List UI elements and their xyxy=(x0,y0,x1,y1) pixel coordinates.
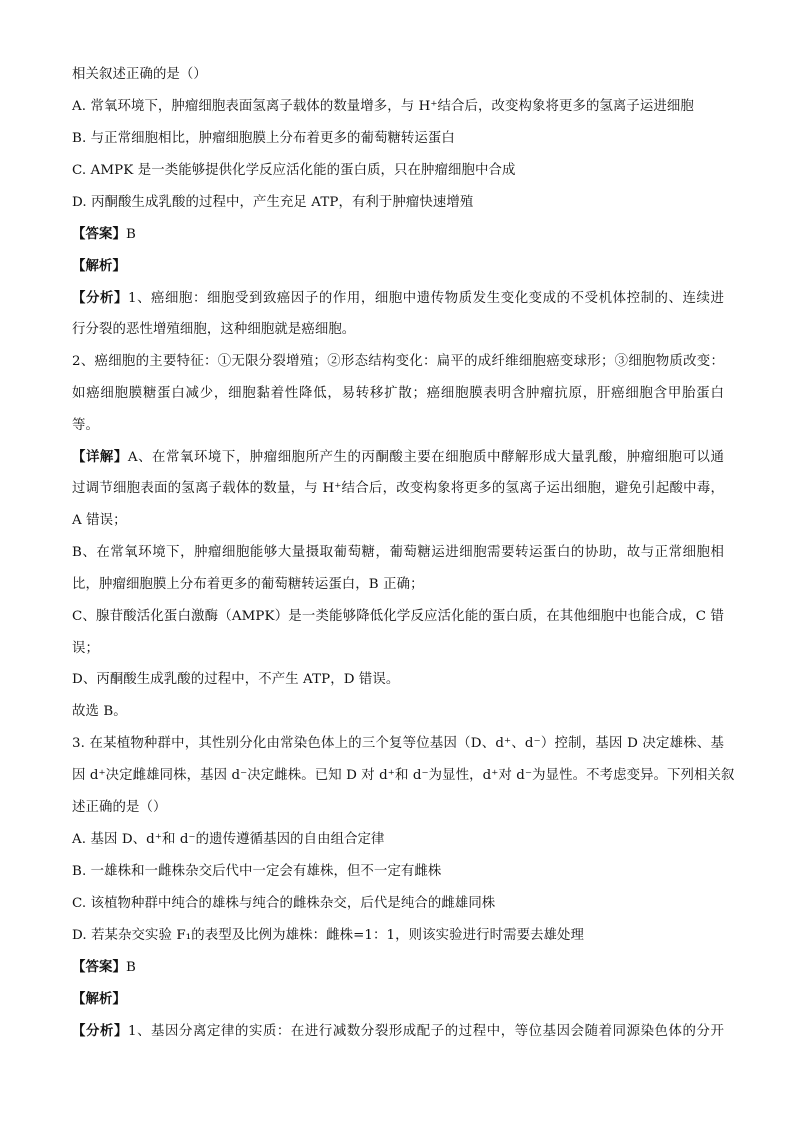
q3-fenxi-line-1 xyxy=(72,1021,724,1042)
answer-value: B xyxy=(125,227,136,242)
q3-answer xyxy=(72,957,136,978)
q2-xiangjie-line-1 xyxy=(72,447,724,468)
q2-fenxi-line-5: 等。 xyxy=(72,418,99,433)
q3-option-d: D. 若某杂交实验 F₁的表型及比例为雄株：雌株=1：1，则该实验进行时需要去雄处理 xyxy=(72,928,585,943)
q2-xiangjie-line-9: 故选 B。 xyxy=(72,704,127,719)
q2-option-a: A. 常氧环境下，肿瘤细胞表面氢离子载体的数量增多，与 H⁺结合后，改变构象将更多的氢离子运进细胞 xyxy=(72,99,694,114)
q2-xiangjie-line-4: B、在常氧环境下，肿瘤细胞能够大量摄取葡萄糖，葡萄糖运进细胞需要转运蛋白的协助，故与正常细胞相 xyxy=(72,545,724,560)
answer-tag: 【答案】 xyxy=(72,226,126,242)
q2-fenxi-line-2: 行分裂的恶性增殖细胞，这种细胞就是癌细胞。 xyxy=(72,322,356,337)
fenxi-tag: 【分析】 xyxy=(72,1023,128,1039)
q3-option-a: A. 基因 D、d⁺和 d⁻的遗传遵循基因的自由组合定律 xyxy=(72,832,385,847)
fenxi-text: 1、癌细胞：细胞受到致癌因子的作用，细胞中遗传物质发生变化变成的不受机体控制的、连续进 xyxy=(127,291,724,306)
q2-fenxi-line-4: 如癌细胞膜糖蛋白减少，细胞黏着性降低，易转移扩散；癌细胞膜表明含肿瘤抗原，肝癌细胞含甲胎蛋白 xyxy=(72,386,724,401)
q2-fenxi-line-3: 2、癌细胞的主要特征：①无限分裂增殖；②形态结构变化：扁平的成纤维细胞癌变球形；③细胞物质改变： xyxy=(72,354,724,369)
q2-xiangjie-line-8: D、丙酮酸生成乳酸的过程中，不产生 ATP，D 错误。 xyxy=(72,672,400,687)
q2-option-d: D. 丙酮酸生成乳酸的过程中，产生充足 ATP，有利于肿瘤快速增殖 xyxy=(72,195,474,210)
q2-xiangjie-line-7: 误； xyxy=(72,641,99,656)
q2-option-b: B. 与正常细胞相比，肿瘤细胞膜上分布着更多的葡萄糖转运蛋白 xyxy=(72,131,455,146)
q2-xiangjie-line-6: C、腺苷酸活化蛋白激酶（AMPK）是一类能够降低化学反应活化能的蛋白质，在其他细胞中也能合成，C 错 xyxy=(72,609,724,624)
q2-analysis-tag: 【解析】 xyxy=(72,258,126,274)
q2-fenxi-line-1 xyxy=(72,288,724,309)
xiangjie-text: A、在常氧环境下，肿瘤细胞所产生的丙酮酸主要在细胞质中酵解形成大量乳酸，肿瘤细胞可以通 xyxy=(127,450,725,465)
q2-xiangjie-line-2: 过调节细胞表面的氢离子载体的数量，与 H⁺结合后，改变构象将更多的氢离子运出细胞，避免引起酸中毒， xyxy=(72,481,724,496)
xiangjie-tag: 【详解】 xyxy=(72,449,128,465)
answer-value: B xyxy=(125,960,136,975)
q2-option-c: C. AMPK 是一类能够提供化学反应活化能的蛋白质，只在肿瘤细胞中合成 xyxy=(72,163,516,178)
q3-option-b: B. 一雄株和一雌株杂交后代中一定会有雄株，但不一定有雌株 xyxy=(72,864,442,879)
fenxi-text: 1、基因分离定律的实质：在进行减数分裂形成配子的过程中，等位基因会随着同源染色体的分开 xyxy=(127,1024,724,1039)
answer-tag: 【答案】 xyxy=(72,959,126,975)
q3-option-c: C. 该植物种群中纯合的雄株与纯合的雌株杂交，后代是纯合的雌雄同株 xyxy=(72,896,496,911)
q3-analysis-tag: 【解析】 xyxy=(72,991,126,1007)
q2-answer xyxy=(72,224,136,245)
q2-xiangjie-line-3: A 错误； xyxy=(72,513,127,528)
q3-stem-line-3: 述正确的是（） xyxy=(72,800,167,815)
q2-stem-tail: 相关叙述正确的是（） xyxy=(72,67,207,82)
fenxi-tag: 【分析】 xyxy=(72,290,128,306)
q3-stem-line-1: 3. 在某植物种群中，其性别分化由常染色体上的三个复等位基因（D、d⁺、d⁻）控制，基因 D 决定雄株、基 xyxy=(72,736,724,751)
q3-stem-line-2: 因 d⁺决定雌雄同株，基因 d⁻决定雌株。已知 D 对 d⁺和 d⁻为显性，d⁺对 d⁻为显性。不考虑变异。下列相关叙 xyxy=(72,768,735,783)
q2-xiangjie-line-5: 比，肿瘤细胞膜上分布着更多的葡萄糖转运蛋白，B 正确； xyxy=(72,577,424,592)
